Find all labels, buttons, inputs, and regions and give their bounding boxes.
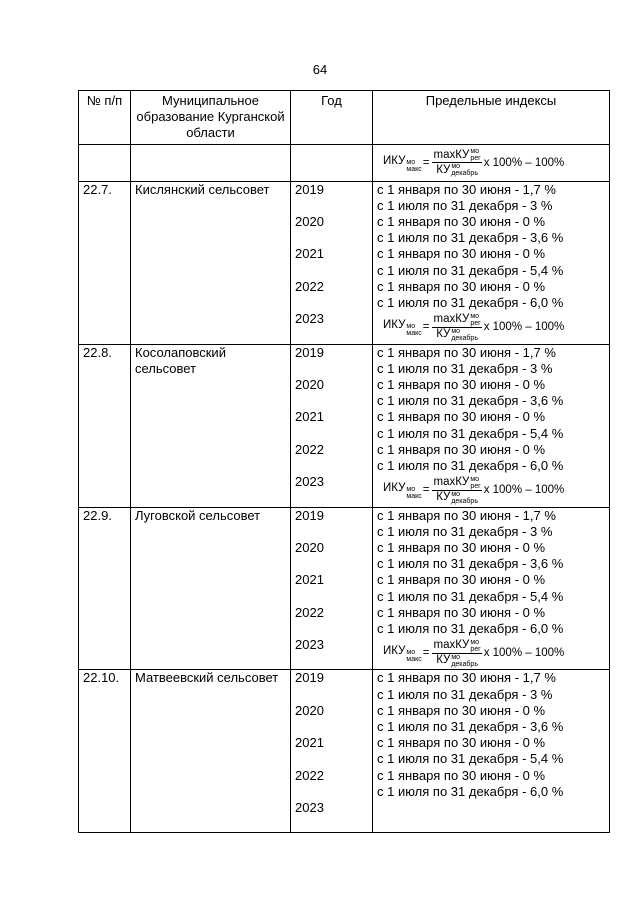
index-line: с 1 июля по 31 декабря - 3,6 % [377,556,564,572]
index-line: с 1 января по 30 июня - 0 % [377,441,546,457]
row-number: 22.9. [79,507,131,670]
year-item: 2020 [295,539,324,555]
index-line: с 1 июля по 31 декабря - 5,4 % [377,262,564,278]
page-number: 64 [312,62,328,77]
row-number: 22.10. [79,670,131,833]
municipality-name: Матвеевский сельсовет [131,670,291,833]
year-item: 2021 [295,572,324,588]
header-year: Год [291,91,373,145]
formula: ИКУ мо макс = maxКУ мо рег КУ мо декабрь x 100% – 100% [383,148,565,178]
index-line: с 1 января по 30 июня - 0 % [377,246,546,262]
index-line: с 1 января по 30 июня - 0 % [377,604,546,620]
index-line: с 1 января по 30 июня - 1,7 % [377,344,556,360]
table-header-row [79,91,610,145]
year-item: 2019 [295,507,324,523]
indices-table [78,90,610,833]
index-line: с 1 января по 30 июня - 0 % [377,735,546,751]
index-line: с 1 июля по 31 декабря - 3 % [377,686,553,702]
index-line: с 1 января по 30 июня - 1,7 % [377,181,556,197]
year-item: 2021 [295,246,324,262]
index-line: с 1 января по 30 июня - 0 % [377,278,546,294]
year-item: 2022 [295,604,324,620]
year-item: 2019 [295,670,324,686]
index-line: с 1 января по 30 июня - 0 % [377,376,546,392]
year-item: 2023 [295,637,324,653]
index-line: с 1 июля по 31 декабря - 3 % [377,523,553,539]
year-list [291,507,373,670]
index-line: с 1 января по 30 июня - 0 % [377,539,546,555]
year-item: 2019 [295,344,324,360]
year-list [291,670,373,833]
table-row [79,344,610,507]
year-item: 2022 [295,278,324,294]
index-line: с 1 июля по 31 декабря - 6,0 % [377,295,564,311]
year-item: 2023 [295,474,324,490]
index-list [373,344,610,507]
year-item: 2022 [295,767,324,783]
formula-fraction: maxКУ мо рег КУ мо декабрь [433,475,481,505]
year-item: 2021 [295,735,324,751]
formula-lhs: ИКУ [383,319,406,332]
table-row [79,181,610,344]
row-number: 22.7. [79,181,131,344]
index-line: с 1 января по 30 июня - 0 % [377,702,546,718]
index-line: с 1 июля по 31 декабря - 5,4 % [377,425,564,441]
index-line: с 1 июля по 31 декабря - 3,6 % [377,719,564,735]
index-list [373,181,610,344]
municipality-name: Луговской сельсовет [131,507,291,670]
formula-fraction: maxКУ мо рег КУ мо декабрь [433,638,481,668]
index-line: с 1 января по 30 июня - 1,7 % [377,670,556,686]
index-line: с 1 января по 30 июня - 0 % [377,214,546,230]
row-number: 22.8. [79,344,131,507]
index-line: с 1 января по 30 июня - 1,7 % [377,507,556,523]
formula-lhs: ИКУ [383,645,406,658]
formula-lhs: ИКУ [383,482,406,495]
year-list [291,344,373,507]
index-line: с 1 января по 30 июня - 0 % [377,767,546,783]
year-list [291,181,373,344]
formula-fraction: maxКУ мо рег КУ мо декабрь [433,312,481,342]
index-list [373,507,610,670]
table-row [79,507,610,670]
index-line: с 1 июля по 31 декабря - 3,6 % [377,393,564,409]
index-line: с 1 июля по 31 декабря - 6,0 % [377,457,564,473]
municipality-name: Косолаповский сельсовет [131,344,291,507]
year-item: 2020 [295,702,324,718]
municipality-name: Кислянский сельсовет [131,181,291,344]
table-row [79,670,610,833]
formula-fraction: maxКУ мо рег КУ мо декабрь [433,148,481,178]
year-item: 2020 [295,376,324,392]
index-line: с 1 июля по 31 декабря - 5,4 % [377,751,564,767]
formula-cell [373,144,610,181]
formula-row [79,144,610,181]
formula: ИКУ мо макс = maxКУ мо рег КУ мо декабрь x 100% – 100% [383,475,565,505]
index-line: с 1 июля по 31 декабря - 6,0 % [377,620,564,636]
year-item: 2022 [295,441,324,457]
formula: ИКУ мо макс = maxКУ мо рег КУ мо декабрь x 100% – 100% [383,312,565,342]
year-item: 2020 [295,214,324,229]
index-line: с 1 июля по 31 декабря - 3 % [377,197,553,213]
formula: ИКУ мо макс = maxКУ мо рег КУ мо декабрь x 100% – 100% [383,638,565,668]
index-line: с 1 июля по 31 декабря - 6,0 % [377,783,564,799]
index-list [373,670,610,833]
index-line: с 1 июля по 31 декабря - 3 % [377,360,553,376]
year-item: 2019 [295,181,324,197]
index-line: с 1 июля по 31 декабря - 5,4 % [377,588,564,604]
header-indices: Предельные индексы [373,91,610,145]
index-line: с 1 июля по 31 декабря - 3,6 % [377,230,564,246]
formula-lhs: ИКУ [383,154,406,167]
year-item: 2021 [295,409,324,425]
year-item: 2023 [295,800,324,816]
index-line: с 1 января по 30 июня - 0 % [377,572,546,588]
year-item: 2023 [295,311,324,327]
header-num: № п/п [79,91,131,145]
header-municipality: Муниципальное образование Курганской области [131,91,291,145]
index-line: с 1 января по 30 июня - 0 % [377,409,546,425]
